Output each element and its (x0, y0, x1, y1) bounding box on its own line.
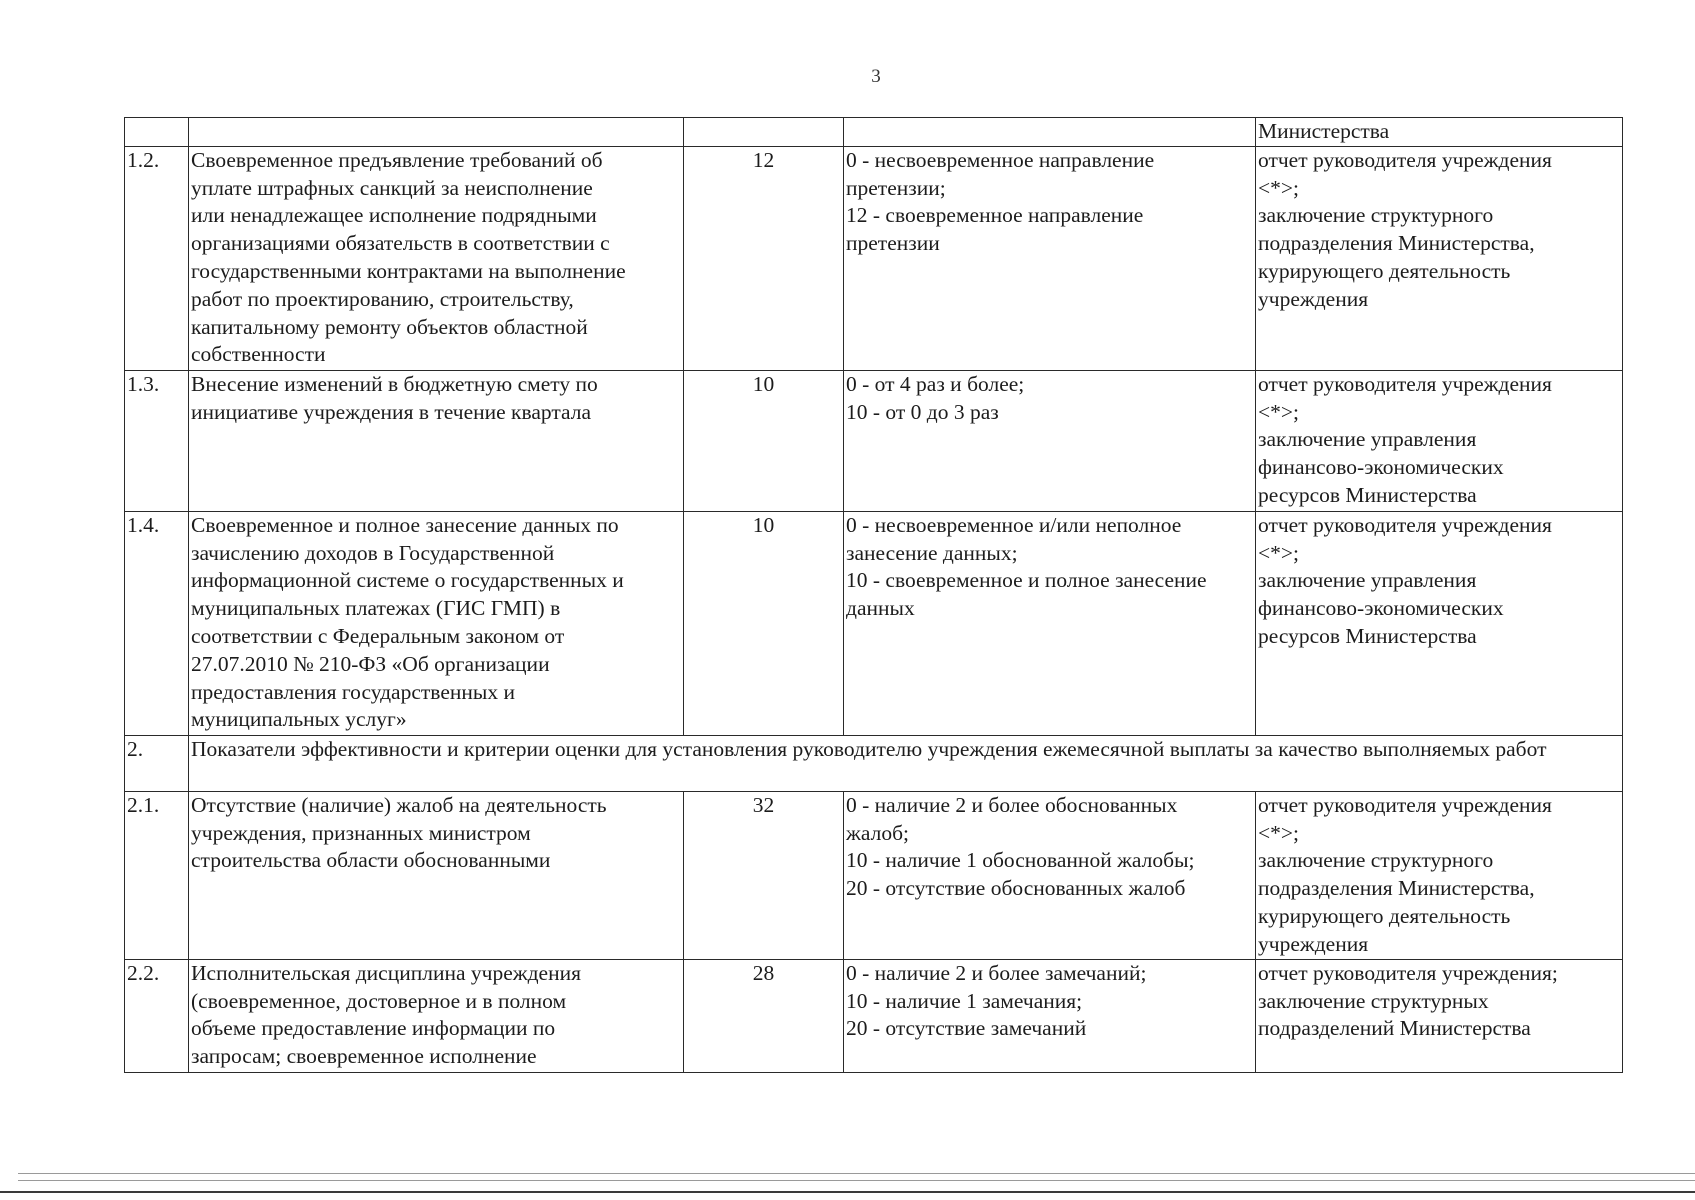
source-line: <*>; (1258, 399, 1299, 424)
criterion-line: учреждения, признанных министром (191, 820, 531, 845)
source-line: заключение управления (1258, 427, 1477, 452)
row-number-cell: 1.4. (125, 511, 189, 735)
source-cell (1256, 370, 1623, 511)
criterion-line: или ненадлежащее исполнение подрядными (191, 203, 597, 228)
criterion-cell (189, 791, 684, 959)
page-number: 3 (871, 66, 881, 87)
table-row (125, 370, 1623, 511)
criterion-line: предоставления государственных и (191, 679, 515, 704)
source-line: учреждения (1258, 286, 1369, 311)
source-line: финансово-экономических (1258, 596, 1504, 621)
source-cell (1256, 146, 1623, 370)
source-line: подразделений Министерства (1258, 1016, 1531, 1041)
scan-separator-line (18, 1180, 1695, 1181)
criterion-line: государственными контрактами на выполнение (191, 258, 626, 283)
source-line: заключение управления (1258, 568, 1477, 593)
source-line: отчет руководителя учреждения; (1258, 960, 1558, 985)
criterion-line: Отсутствие (наличие) жалоб на деятельность (191, 792, 607, 817)
points-cell: 28 (684, 959, 844, 1072)
scale-line: 0 - от 4 раз и более; (846, 371, 1025, 396)
points-cell: 10 (684, 511, 844, 735)
criterion-line: работ по проектированию, строительству, (191, 286, 574, 311)
criterion-line: муниципальных платежах (ГИС ГМП) в (191, 596, 561, 621)
source-line: заключение структурного (1258, 203, 1494, 228)
criterion-cell (189, 146, 684, 370)
source-cell (1256, 959, 1623, 1072)
scale-line: 20 - отсутствие обоснованных жалоб (846, 876, 1186, 901)
scale-cell (844, 511, 1256, 735)
criterion-cell (189, 370, 684, 511)
source-line: финансово-экономических (1258, 455, 1504, 480)
points-cell: 10 (684, 370, 844, 511)
source-line: отчет руководителя учреждения (1258, 512, 1552, 537)
source-line: заключение структурных (1258, 988, 1489, 1013)
criterion-line: (своевременное, достоверное и в полном (191, 988, 567, 1013)
scale-line: занесение данных; (846, 540, 1018, 565)
row-number-cell: 1.2. (125, 146, 189, 370)
criterion-line: запросам; своевременное исполнение (191, 1044, 537, 1069)
source-line: курирующего деятельность (1258, 258, 1511, 283)
criterion-line: строительства области обоснованными (191, 848, 551, 873)
table-row (125, 511, 1623, 735)
section-row (125, 735, 1623, 791)
criterion-line: соответствии с Федеральным законом от (191, 623, 565, 648)
points-cell (684, 118, 844, 147)
source-line: <*>; (1258, 820, 1299, 845)
source-line: ресурсов Министерства (1258, 482, 1477, 507)
scale-cell (844, 370, 1256, 511)
criterion-line: 27.07.2010 № 210-ФЗ «Об организации (191, 651, 550, 676)
table-row (125, 146, 1623, 370)
source-line: отчет руководителя учреждения (1258, 371, 1552, 396)
criterion-line: Исполнительская дисциплина учреждения (191, 960, 581, 985)
row-number-cell (125, 118, 189, 147)
scale-cell (844, 118, 1256, 147)
criterion-line: зачислению доходов в Государственной (191, 540, 555, 565)
criterion-line: уплате штрафных санкций за неисполнение (191, 175, 593, 200)
scale-line: претензии (846, 231, 940, 256)
scale-cell (844, 146, 1256, 370)
source-line: подразделения Министерства, (1258, 231, 1535, 256)
criterion-line: Внесение изменений в бюджетную смету по (191, 371, 598, 396)
scale-line: 0 - несвоевременное и/или неполное (846, 512, 1182, 537)
source-line: отчет руководителя учреждения (1258, 147, 1552, 172)
source-line: подразделения Министерства, (1258, 876, 1535, 901)
scale-line: жалоб; (846, 820, 909, 845)
scan-bottom-edge (0, 1191, 1695, 1193)
scale-line: 0 - несвоевременное направление (846, 147, 1155, 172)
section-number-cell: 2. (125, 735, 189, 791)
source-cell (1256, 791, 1623, 959)
criterion-cell (189, 511, 684, 735)
criterion-cell (189, 118, 684, 147)
scale-line: 10 - от 0 до 3 раз (846, 399, 999, 424)
scale-line: 0 - наличие 2 и более обоснованных (846, 792, 1178, 817)
source-line: ресурсов Министерства (1258, 623, 1477, 648)
source-line: <*>; (1258, 540, 1299, 565)
points-cell: 12 (684, 146, 844, 370)
criterion-line: объеме предоставление информации по (191, 1016, 556, 1041)
scan-separator-line (18, 1173, 1695, 1174)
criterion-line: собственности (191, 342, 326, 367)
source-line: <*>; (1258, 175, 1299, 200)
scale-cell (844, 791, 1256, 959)
source-line: отчет руководителя учреждения (1258, 792, 1552, 817)
criterion-cell (189, 959, 684, 1072)
source-line: Министерства (1258, 119, 1390, 143)
criterion-line: Своевременное и полное занесение данных по (191, 512, 619, 537)
source-cell (1256, 118, 1623, 147)
scale-line: претензии; (846, 175, 946, 200)
row-number-cell: 2.1. (125, 791, 189, 959)
source-line: заключение структурного (1258, 848, 1494, 873)
table-row (125, 791, 1623, 959)
criterion-line: Своевременное предъявление требований об (191, 147, 603, 172)
scale-line: 20 - отсутствие замечаний (846, 1016, 1087, 1041)
scale-cell (844, 959, 1256, 1072)
criterion-line: капитальному ремонту объектов областной (191, 314, 588, 339)
scale-line: 10 - своевременное и полное занесение (846, 568, 1207, 593)
row-number-cell: 1.3. (125, 370, 189, 511)
row-number-cell: 2.2. (125, 959, 189, 1072)
section-title-cell: Показатели эффективности и критерии оценки для установления руководителю учреждения ежемесячной выплаты за качество выполняемых работ (189, 735, 1623, 791)
scale-line: данных (846, 596, 915, 621)
scale-line: 0 - наличие 2 и более замечаний; (846, 960, 1147, 985)
points-cell: 32 (684, 791, 844, 959)
criteria-table (124, 117, 1623, 1073)
source-cell (1256, 511, 1623, 735)
criterion-line: организациями обязательств в соответствии с (191, 231, 610, 256)
source-line: учреждения (1258, 931, 1369, 956)
scale-line: 10 - наличие 1 замечания; (846, 988, 1083, 1013)
scale-line: 12 - своевременное направление (846, 203, 1144, 228)
criterion-line: инициативе учреждения в течение квартала (191, 399, 592, 424)
table-row (125, 118, 1623, 147)
criterion-line: информационной системе о государственных и (191, 568, 624, 593)
source-line: курирующего деятельность (1258, 903, 1511, 928)
criterion-line: муниципальных услуг» (191, 707, 407, 732)
scale-line: 10 - наличие 1 обоснованной жалобы; (846, 848, 1195, 873)
table-row (125, 959, 1623, 1072)
